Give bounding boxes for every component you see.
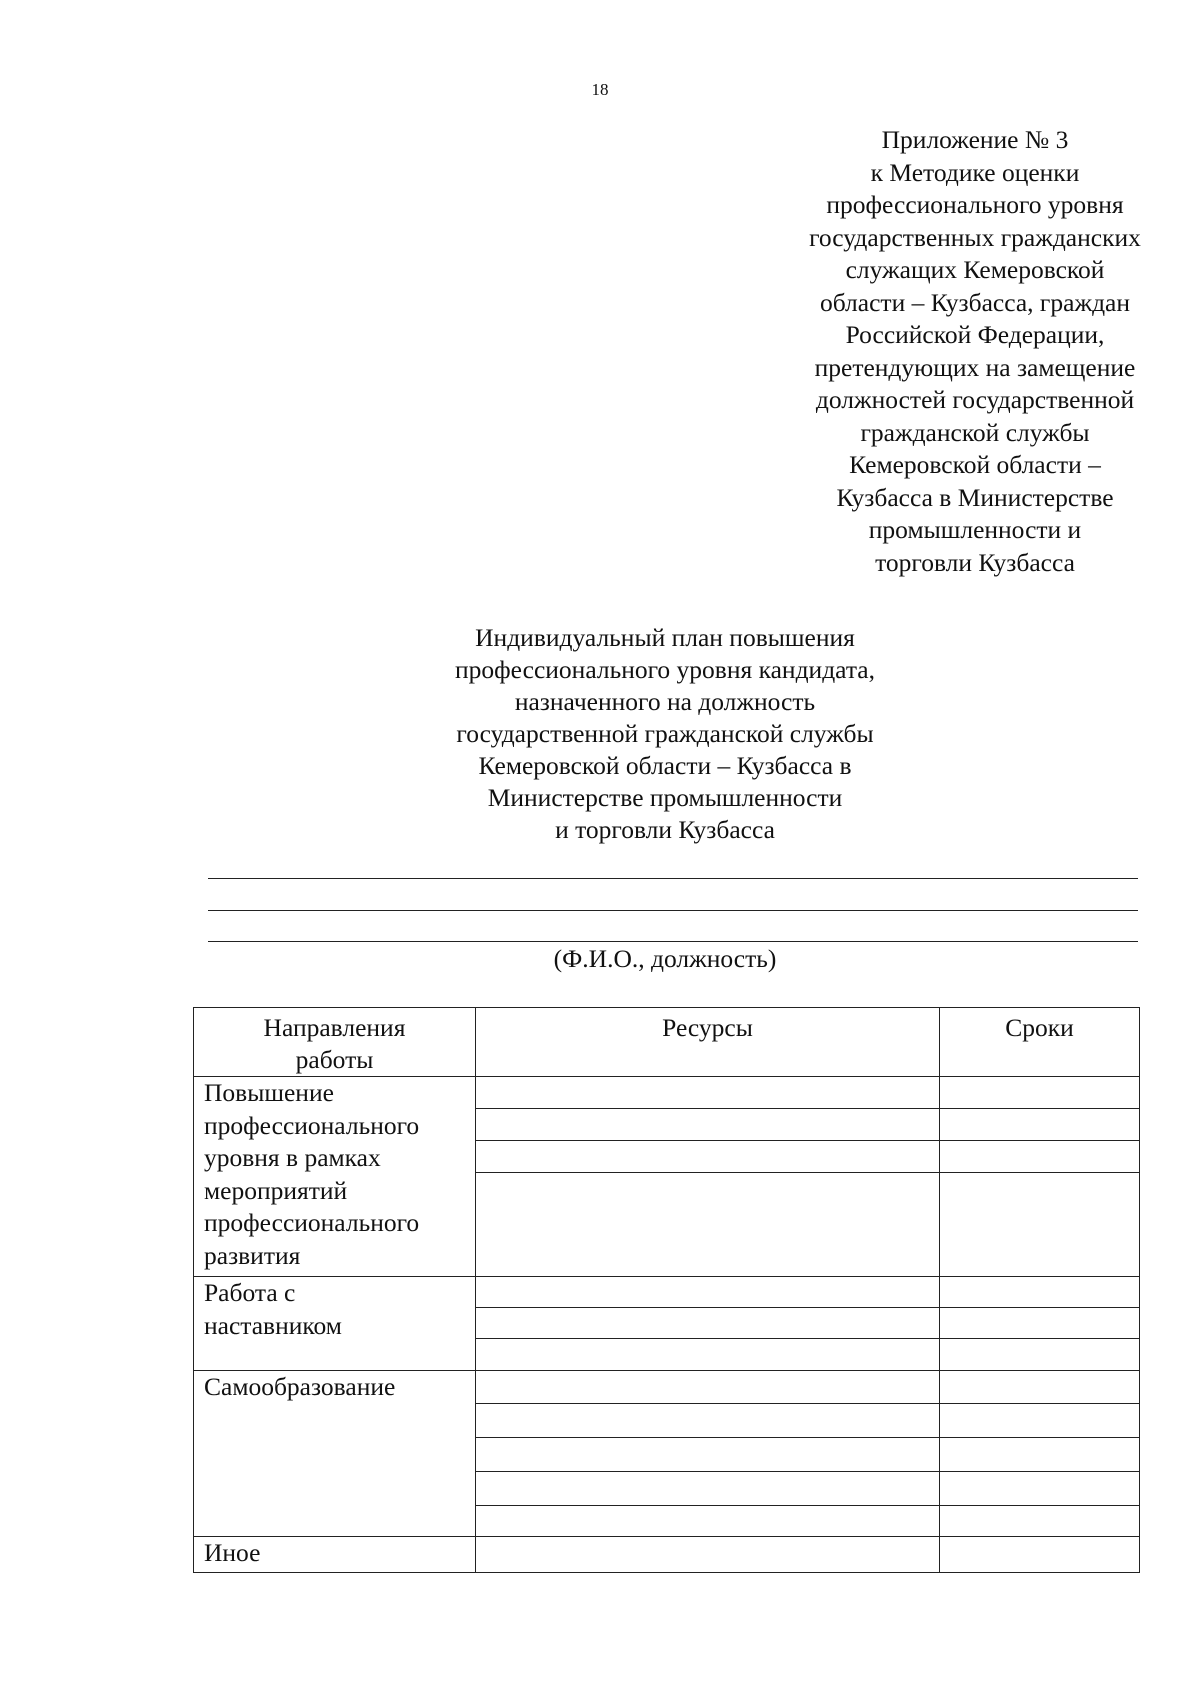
- resources-cell[interactable]: [476, 1173, 940, 1277]
- resources-cell[interactable]: [476, 1308, 940, 1339]
- fio-fill-line: [208, 910, 1138, 911]
- table-header-row: [194, 1008, 1140, 1077]
- header-direction: Направления работы: [194, 1008, 476, 1077]
- appendix-line: промышленности и: [868, 515, 1082, 544]
- resources-cell[interactable]: [476, 1404, 940, 1438]
- appendix-line: гражданской службы: [860, 417, 1090, 447]
- deadline-cell[interactable]: [940, 1277, 1140, 1308]
- plan-title-line: назначенного на должность: [514, 687, 816, 716]
- resources-cell[interactable]: [476, 1371, 940, 1404]
- resources-cell[interactable]: [476, 1506, 940, 1537]
- plan-title-line: Министерстве промышленности: [487, 783, 843, 812]
- deadline-cell[interactable]: [940, 1472, 1140, 1506]
- plan-title-line: Кемеровской области – Кузбасса в: [478, 751, 852, 780]
- resources-cell[interactable]: [476, 1438, 940, 1472]
- resources-cell[interactable]: [476, 1109, 940, 1141]
- page-number: 18: [591, 80, 609, 99]
- resources-cell[interactable]: [476, 1141, 940, 1173]
- deadline-cell[interactable]: [940, 1141, 1140, 1173]
- deadline-cell[interactable]: [940, 1173, 1140, 1277]
- plan-title-line: Индивидуальный план повышения: [475, 623, 855, 652]
- resources-cell[interactable]: [476, 1472, 940, 1506]
- plan-title-line: и торговли Кузбасса: [555, 815, 775, 844]
- direction-cell: Самообразование: [194, 1371, 476, 1537]
- resources-cell[interactable]: [476, 1537, 940, 1573]
- appendix-line: торговли Кузбасса: [875, 547, 1075, 577]
- resources-cell[interactable]: [476, 1277, 940, 1308]
- appendix-heading: [770, 124, 1180, 579]
- fio-fill-line: [208, 941, 1138, 942]
- plan-table: [193, 1007, 1140, 1573]
- appendix-line: Кузбасса в Министерстве: [836, 482, 1114, 512]
- appendix-line: государственных гражданских: [809, 222, 1141, 252]
- header-deadlines: Сроки: [940, 1008, 1140, 1077]
- resources-cell[interactable]: [476, 1339, 940, 1371]
- table-row: [194, 1371, 1140, 1404]
- appendix-line: Российской Федерации,: [845, 320, 1105, 349]
- resources-cell[interactable]: [476, 1077, 940, 1109]
- deadline-cell[interactable]: [940, 1371, 1140, 1404]
- appendix-line: претендующих на замещение: [814, 352, 1136, 382]
- deadline-cell[interactable]: [940, 1537, 1140, 1573]
- header-resources: Ресурсы: [476, 1008, 940, 1077]
- deadline-cell[interactable]: [940, 1506, 1140, 1537]
- appendix-line: служащих Кемеровской: [845, 255, 1105, 284]
- table-row: [194, 1537, 1140, 1573]
- appendix-line: должностей государственной: [815, 385, 1135, 414]
- appendix-line: к Методике оценки: [870, 157, 1080, 187]
- appendix-line: Кемеровской области –: [849, 450, 1101, 479]
- direction-cell: Повышение профессионального уровня в рамках мероприятий профессионального развития: [194, 1077, 476, 1277]
- deadline-cell[interactable]: [940, 1438, 1140, 1472]
- deadline-cell[interactable]: [940, 1109, 1140, 1141]
- plan-title-line: государственной гражданской службы: [456, 719, 874, 748]
- appendix-line: области – Кузбасса, граждан: [819, 287, 1131, 317]
- direction-cell: Работа с наставником: [194, 1277, 476, 1371]
- deadline-cell[interactable]: [940, 1339, 1140, 1371]
- appendix-line: профессионального уровня: [826, 190, 1124, 219]
- table-row: [194, 1277, 1140, 1308]
- table-row: [194, 1077, 1140, 1109]
- fio-fill-line: [208, 878, 1138, 879]
- deadline-cell[interactable]: [940, 1077, 1140, 1109]
- plan-title: [380, 622, 950, 846]
- deadline-cell[interactable]: [940, 1308, 1140, 1339]
- fio-caption: (Ф.И.О., должность): [553, 944, 777, 973]
- appendix-line: Приложение № 3: [881, 125, 1069, 154]
- plan-title-line: профессионального уровня кандидата,: [455, 655, 875, 684]
- deadline-cell[interactable]: [940, 1404, 1140, 1438]
- direction-cell: Иное: [194, 1537, 476, 1573]
